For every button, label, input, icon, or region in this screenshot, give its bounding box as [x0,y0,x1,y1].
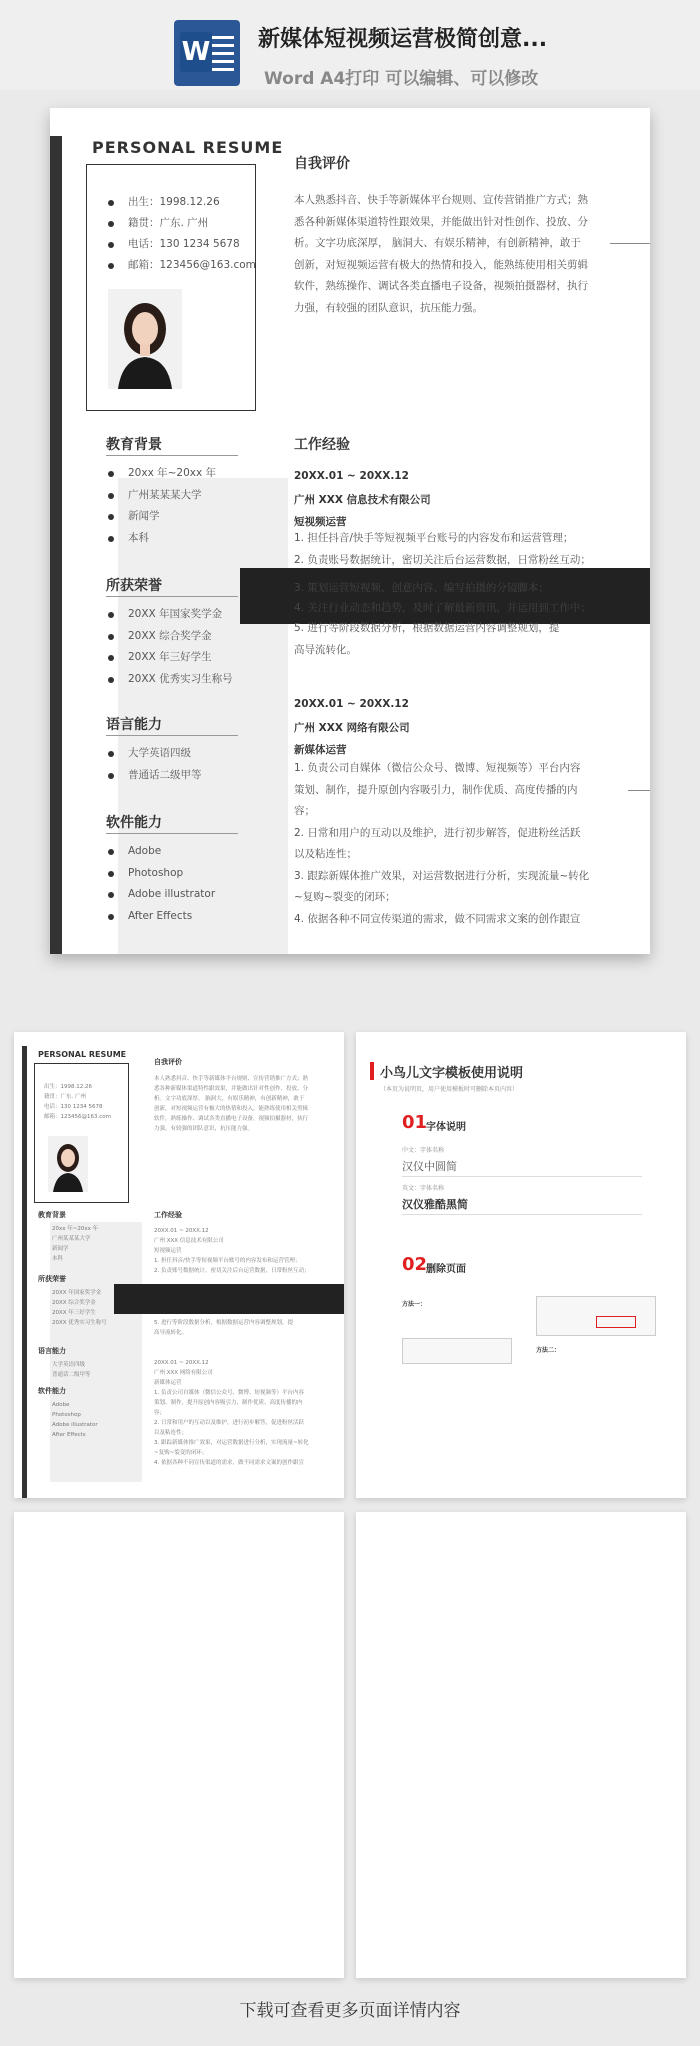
mini-job2 [154,1358,309,1468]
mini-line: 以及粘连性； [154,1430,188,1436]
page-thumbnail-4[interactable] [356,1512,686,1978]
duty-line-obscured: 4. 关注行业动态和趋势，及时了解最新资讯，并运用到工作中； [294,602,591,614]
mini-work-title: 工作经验 [154,1211,182,1219]
mini-line: 20XX 综合奖学金 [52,1300,96,1306]
mini-line: 4. 依据各种不同宣传渠道的需求，做不同需求文案的创作跟宣 [154,1460,304,1466]
job1-role: 短视频运营 [294,516,347,528]
duty-line: ~复购~裂变的闭环； [294,891,396,903]
mini-line: 2. 日常和用户的互动以及维护，进行初步解答，促进粉丝活跃 [154,1420,304,1426]
mini-software-title: 软件能力 [38,1387,66,1395]
method1-label: 方法一： [402,1301,427,1308]
mini-line: 普通话二级甲等 [52,1372,91,1378]
mini-line: 新闻学 [52,1246,69,1252]
mini-self-eval-title: 自我评价 [154,1058,182,1066]
mini-line: 本人熟悉抖音、快手等新媒体平台规则、宣传营销推广方式；熟 [154,1076,309,1082]
page-thumbnail-2[interactable] [356,1032,686,1498]
work-title: 工作经验 [294,437,350,453]
self-eval-line: 悉各种新媒体渠道特性跟效果，并能做出针对性创作、投放、分 [294,215,588,228]
mini-info-line: 出生：1998.12.26 [44,1084,92,1090]
page-thumbnail-1[interactable] [14,1032,344,1498]
guide-section2-number: 02 [402,1254,428,1275]
mini-honors [52,1288,107,1328]
honor-item: 20XX 年三好学生 [108,647,233,669]
section-divider [106,596,238,597]
mini-info [44,1082,111,1122]
education-item: 新闻学 [108,506,216,528]
mini-line: 1. 担任抖音/快手等短视频平台账号的内容发布和运营管理； [154,1258,301,1264]
mini-language-title: 语言能力 [38,1347,66,1355]
guide-section1-title: 字体说明 [426,1122,466,1133]
mini-line: 策划、制作，提升原创内容吸引力，制作优质、高度传播的内 [154,1400,303,1406]
self-eval-line: 析。文字功底深厚， 脑洞大、有娱乐精神，有创新精神，敢于 [294,237,581,249]
mini-line: 1. 负责公司自媒体（微信公众号、微博、短视频等）平台内容 [154,1390,304,1396]
resume-preview-large[interactable] [50,108,650,954]
method2-label: 方法二： [536,1347,561,1354]
mini-info-line: 电话：130 1234 5678 [44,1104,103,1110]
mini-line: 创新，对短视频运营有极大的热情和投入，能熟练使用相关剪辑 [154,1106,309,1112]
software-item: Adobe illustrator [108,884,215,906]
resume-header: PERSONAL RESUME [92,138,284,157]
duty-line: 策划、制作，提升原创内容吸引力，制作优质、高度传播的内 [294,783,578,796]
word-logo-letter: W [180,32,212,72]
self-eval-line: 软件，熟练操作、调试各类直播电子设备，视频拍摄器材，执行 [294,280,588,292]
mini-line: 广州 XXX 信息技术有限公司 [154,1238,224,1244]
mini-line: 2. 负责账号数据统计，密切关注后台运营数据，日常粉丝互动； [154,1268,310,1274]
job1-duties [294,528,591,571]
self-eval-text [294,190,588,319]
mini-line: Adobe illustrator [52,1422,98,1428]
mini-profile-photo [48,1136,88,1192]
sidebar-accent-bar [50,136,62,954]
duty-line: 容； [294,805,315,817]
profile-photo [108,289,182,389]
education-item: 广州某某某大学 [108,485,216,507]
mini-line: 20XX 优秀实习生称号 [52,1320,107,1326]
software-list [108,841,215,927]
section-divider [106,833,238,834]
mini-language [52,1360,91,1380]
mini-line: Photoshop [52,1412,81,1418]
font1-label: 中文：字体名称 [402,1147,445,1154]
software-item-continued: Photoshop [108,863,215,885]
highlight-box [596,1316,636,1328]
mini-line: 20XX 年国家奖学金 [52,1290,102,1296]
mini-education-title: 教育背景 [38,1211,66,1219]
guide-section1-number: 01 [402,1112,428,1133]
job1-duties-rest [294,618,559,661]
honor-item: 20XX 综合奖学金 [108,626,233,648]
guide-section2-title: 删除页面 [426,1264,466,1275]
font1-name: 汉仪中圆简 [402,1160,457,1173]
mini-line: 20XX.01 ~ 20XX.12 [154,1360,209,1366]
info-origin: 籍贯：广东. 广州 [108,213,256,234]
mini-info-line: 籍贯：广东. 广州 [44,1094,86,1100]
page-title: 新媒体短视频运营极简创意... [258,27,548,52]
mini-line: 20xx 年~20xx 年 [52,1226,99,1232]
duty-line: 高导流转化。 [294,643,357,656]
section-divider [106,455,238,456]
language-item: 普通话二级甲等 [108,765,202,787]
mini-line: 容； [154,1410,166,1416]
mini-line: ~复购~裂变的闭环； [154,1450,208,1456]
mini-info-line: 邮箱：123456@163.com [44,1114,111,1120]
mini-line: 3. 跟踪新媒体推广效果，对运营数据进行分析，实现流量~转化 [154,1440,309,1446]
self-eval-line: 力强，有较强的团队意识，抗压能力强。 [294,301,483,314]
mini-line: 20XX.01 ~ 20XX.12 [154,1228,209,1234]
mini-line: 析。文字功底深厚， 脑洞大、有娱乐精神，有创新精神，敢于 [154,1096,305,1102]
language-title: 语言能力 [106,717,162,733]
header-banner [0,0,700,90]
job1-company: 广州 XXX 信息技术有限公司 [294,494,431,506]
guide-divider [402,1214,642,1215]
guide-subtitle: （本页为说明页，用户使用模板时可删除本页内容） [380,1086,519,1093]
mini-line: 短视频运营 [154,1248,182,1254]
job2-company: 广州 XXX 网络有限公司 [294,722,410,734]
page-thumbnail-3[interactable] [14,1512,344,1978]
preview-overlay-band [240,568,650,624]
page-subtitle: Word A4打印 可以编辑、可以修改 [264,69,539,89]
education-item: 本科 [108,528,216,550]
mini-line: 力强，有较强的团队意识，抗压能力强。 [154,1126,254,1132]
mini-line: 新媒体运营 [154,1380,182,1386]
footer-caption: 下载可查看更多页面详情内容 [239,2001,461,2021]
honor-item: 20XX 优秀实习生称号 [108,669,233,691]
mini-line: 大学英语四级 [52,1362,86,1368]
guide-title: 小鸟儿文字模板使用说明 [380,1066,524,1081]
job2-date: 20XX.01 ~ 20XX.12 [294,698,409,710]
job1-date: 20XX.01 ~ 20XX.12 [294,470,409,482]
mini-line: Adobe [52,1402,70,1408]
font2-label: 英文：字体名称 [402,1185,445,1192]
education-item: 20xx 年~20xx 年 [108,463,216,485]
duty-line: 4. 依据各种不同宣传渠道的需求，做不同需求文案的创作跟宣 [294,912,581,925]
guide-accent-bar [370,1062,374,1080]
mini-education [52,1224,98,1264]
duty-line: 2. 负责账号数据统计，密切关注后台运营数据，日常粉丝互动； [294,553,591,566]
mini-line: 高导流转化。 [154,1330,188,1336]
mini-accent-bar [22,1046,27,1498]
duty-line: 以及粘连性； [294,848,357,860]
mini-resume-header: PERSONAL RESUME [38,1050,127,1059]
word-icon [174,20,240,86]
job2-role: 新媒体运营 [294,744,347,756]
language-item: 大学英语四级 [108,743,202,765]
font2-name: 汉仪雅酷黑简 [402,1198,468,1211]
mini-line: 悉各种新媒体渠道特性跟效果，并能做出针对性创作、投放、分 [154,1086,309,1092]
mini-honors-title: 所获荣誉 [38,1275,66,1283]
education-title: 教育背景 [106,437,162,453]
software-item: After Effects [108,906,215,928]
mini-line: After Effects [52,1432,86,1438]
mini-line: 20XX 年三好学生 [52,1310,96,1316]
mini-line: 本科 [52,1256,64,1262]
info-phone: 电话：130 1234 5678 [108,234,256,255]
section-divider [106,735,238,736]
mini-line: 软件，熟练操作、调试各类直播电子设备，视频拍摄器材，执行 [154,1116,309,1122]
duty-line: 1. 负责公司自媒体（微信公众号、微博、短视频等）平台内容 [294,762,581,774]
duty-line: 3. 跟踪新媒体推广效果，对运营数据进行分析，实现流量~转化 [294,869,590,882]
honors-list [108,604,233,690]
self-eval-line: 本人熟悉抖音、快手等新媒体平台规则、宣传营销推广方式；熟 [294,194,588,206]
divider-tick [610,243,650,244]
software-title: 软件能力 [106,815,162,831]
honors-title: 所获荣誉 [106,578,162,594]
mini-job1 [154,1226,310,1276]
mini-overlay-band [114,1284,344,1314]
guide-divider [402,1176,642,1177]
mini-self-eval-text [154,1074,308,1134]
self-eval-title: 自我评价 [294,156,350,172]
duty-line: 5. 进行等阶段数据分析，根据数据运营内容调整规划，提 [294,622,560,634]
info-birth: 出生：1998.12.26 [108,192,256,213]
guide-screenshot [402,1338,512,1364]
duty-line-obscured: 3. 策划运营短视频、创意内容、编写拍摄的分镜脚本； [294,582,549,594]
personal-info-list [108,192,256,276]
honor-item: 20XX 年国家奖学金 [108,604,233,626]
divider-tick [628,790,650,791]
duty-line: 1. 担任抖音/快手等短视频平台账号的内容发布和运营管理； [294,532,574,544]
mini-line: 5. 进行等阶段数据分析，根据数据运营内容调整规划，提 [154,1320,293,1326]
job2-duties [294,758,589,930]
duty-line: 2. 日常和用户的互动以及维护，进行初步解答，促进粉丝活跃 [294,826,581,839]
language-list [108,743,202,786]
mini-software [52,1400,98,1440]
mini-line: 广州某某某大学 [52,1236,91,1242]
mini-line: 广州 XXX 网络有限公司 [154,1370,213,1376]
mini-job1-rest [154,1318,293,1338]
self-eval-line: 创新，对短视频运营有极大的热情和投入，能熟练使用相关剪辑 [294,258,588,271]
software-item: Adobe [108,841,215,863]
info-email: 邮箱：123456@163.com [108,255,256,276]
education-list [108,463,216,549]
